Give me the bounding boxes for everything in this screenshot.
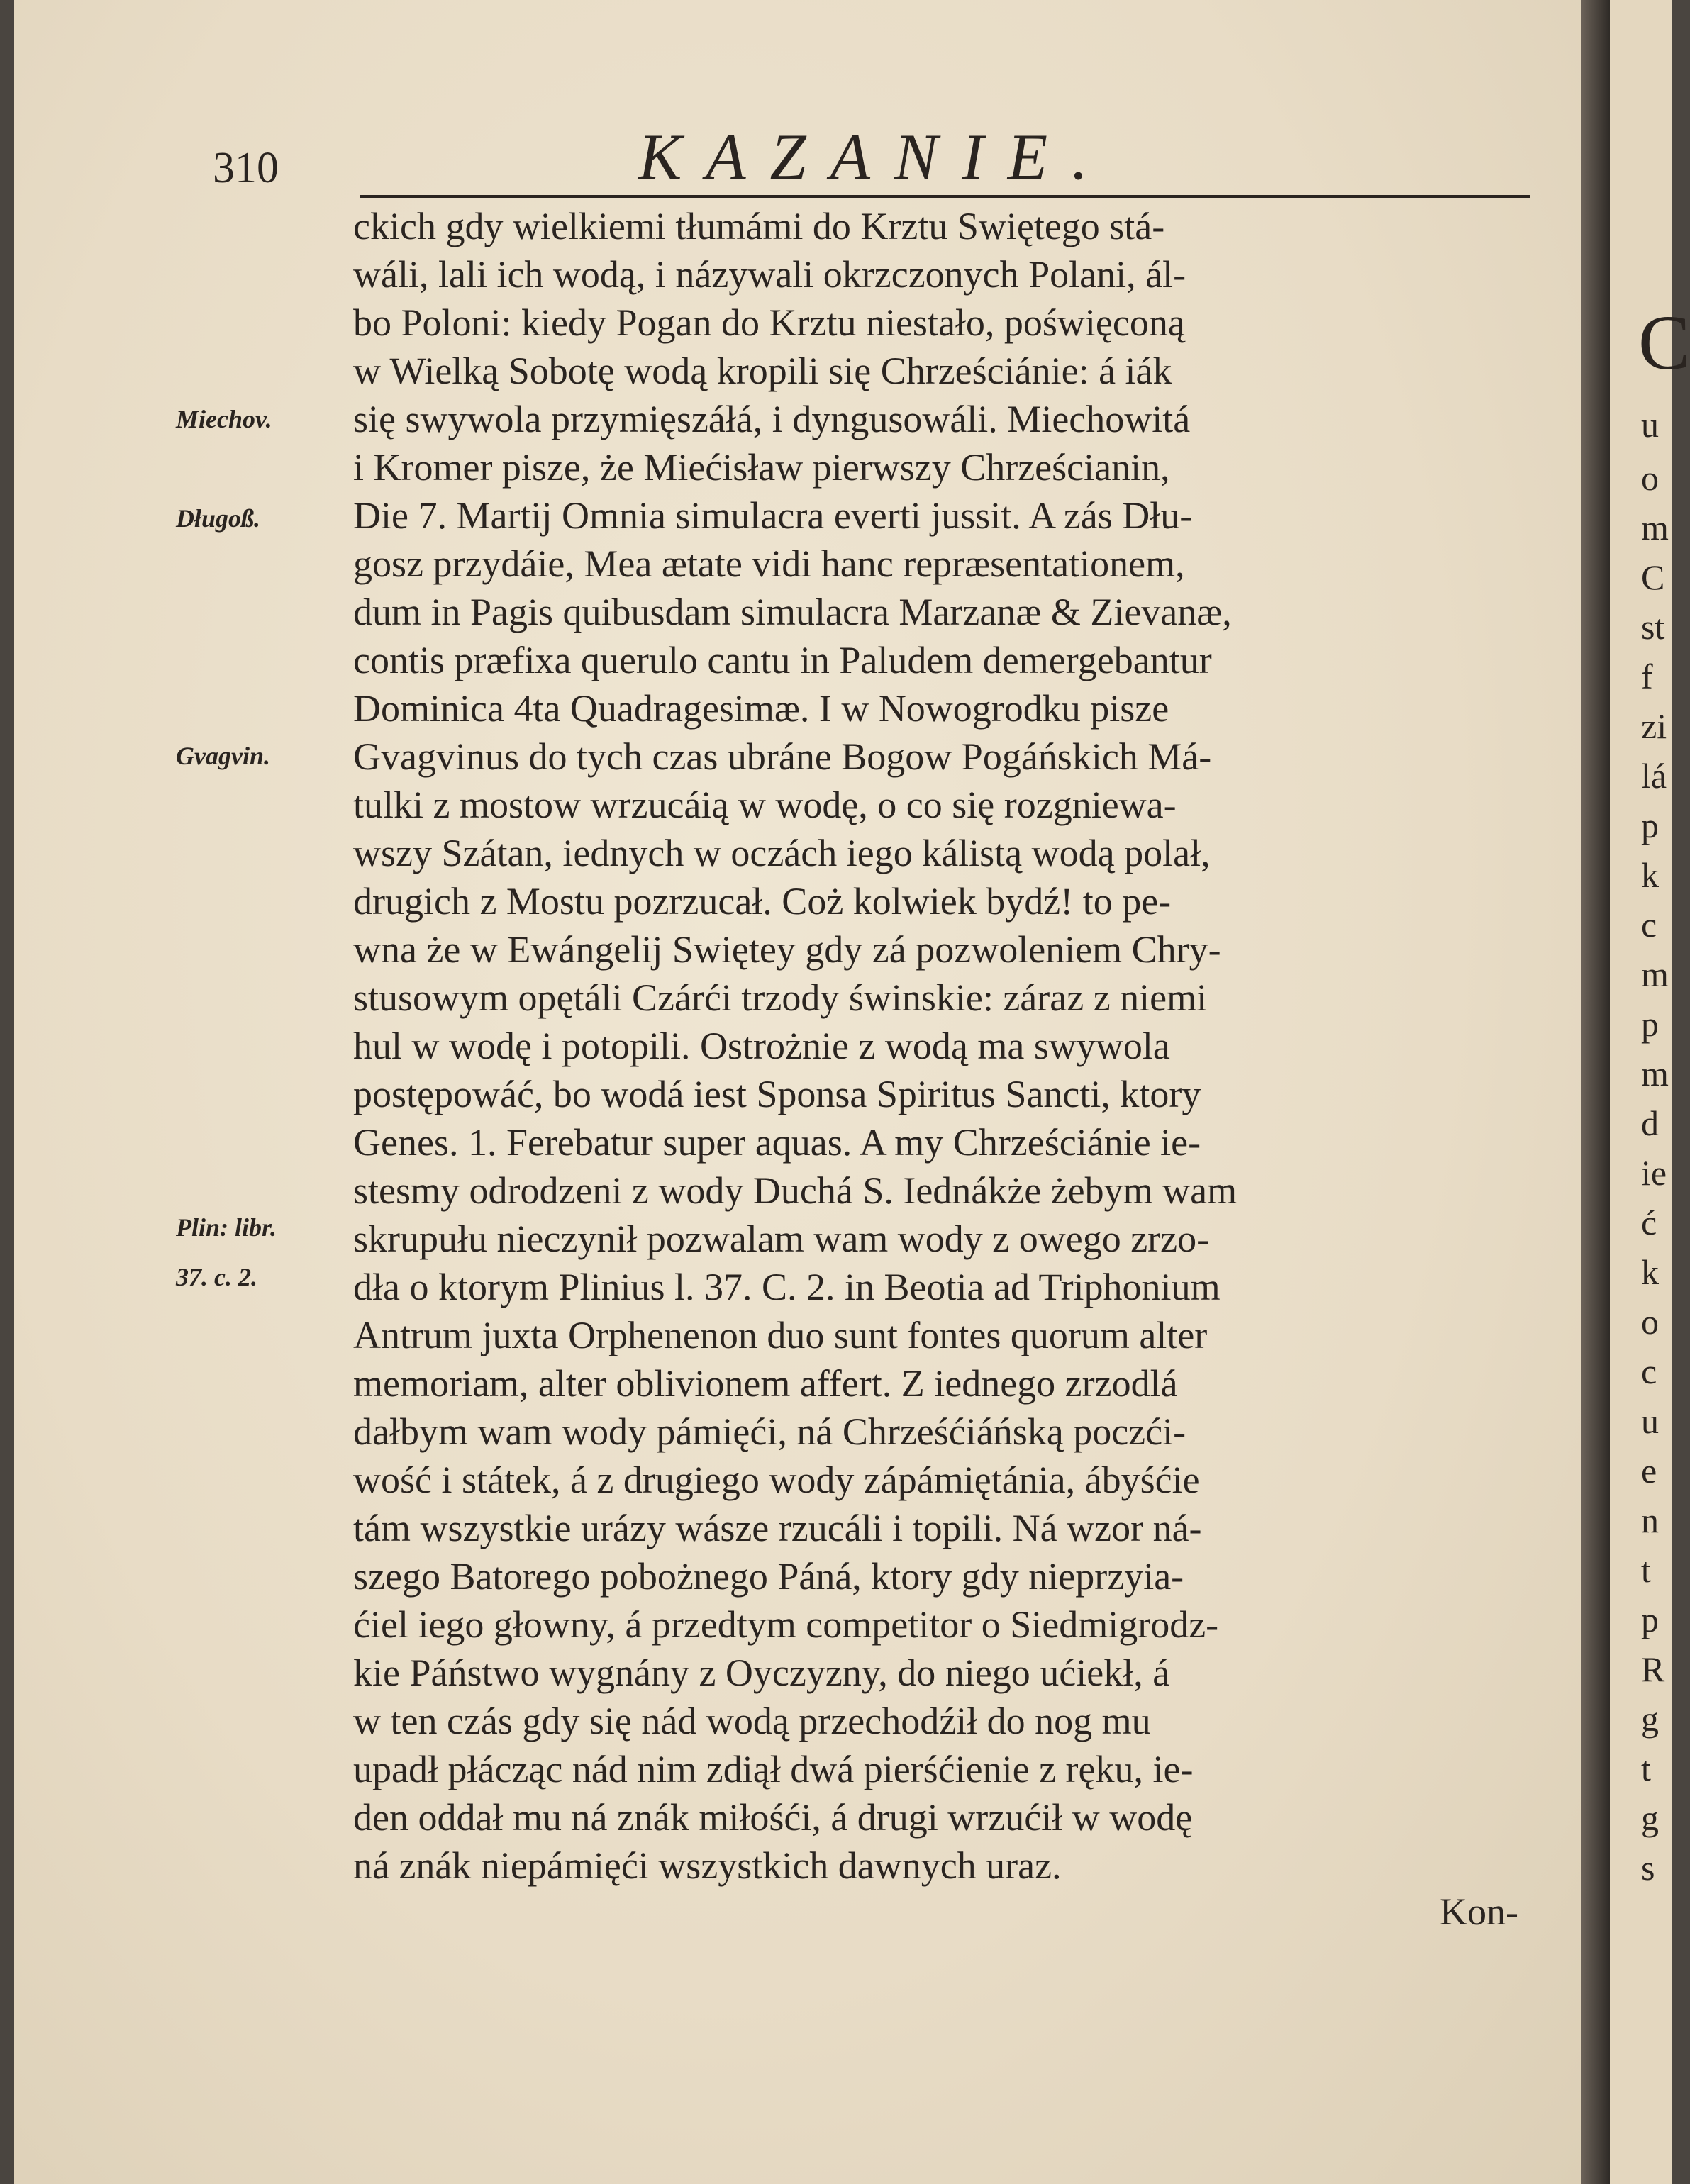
text-line: contis præfixa querulo cantu in Paludem demergebantur [353,639,1212,681]
next-page-char: t [1641,1749,1651,1788]
next-page-char: C [1641,557,1665,597]
text-line: stesmy odrodzeni z wody Duchá S. Iednákże żebym wam [353,1169,1238,1212]
text-line: się swywola przymięszáłá, i dyngusowáli. Miechowitá [353,398,1191,440]
next-page-char: zi [1641,706,1667,746]
next-page-char: m [1641,508,1669,547]
next-page-char: m [1641,954,1669,994]
text-line: w ten czás gdy się nád wodą przechodźił do nog mu [353,1700,1151,1742]
text-line: dum in Pagis quibusdam simulacra Marzanæ & Zievanæ, [353,591,1232,633]
body-text [353,202,1545,1890]
next-page-edge [1610,0,1690,2184]
text-line: tám wszystkie urázy wásze rzucáli i topili. Ná wzor ná- [353,1507,1202,1549]
text-line: drugich z Mostu pozrzucał. Coż kolwiek bydź! to pe- [353,880,1172,923]
text-line: wáli, lali ich wodą, i názywali okrzczonych Polani, ál- [353,253,1186,296]
text-line: szego Batorego pobożnego Páná, ktory gdy nieprzyia- [353,1555,1184,1598]
text-line: skrupułu nieczynił pozwalam wam wody z owego zrzo- [353,1218,1210,1260]
catchword: Kon- [1440,1890,1518,1933]
text-line: gosz przydáie, Mea ætate vidi hanc repræsentationem, [353,542,1185,585]
text-line: dałbym wam wody pámięći, ná Chrześćiáńską poczći- [353,1410,1186,1453]
next-page-char: ć [1641,1203,1657,1242]
next-page-char: e [1641,1451,1657,1491]
next-page-char: k [1641,1252,1659,1292]
next-page-char: ie [1641,1153,1667,1193]
text-line: hul w wodę i potopili. Ostrożnie z wodą ma swywola [353,1025,1170,1067]
next-page-char: g [1641,1699,1659,1739]
text-line: wość i státek, á z drugiego wody zápámiętánia, ábyśćie [353,1459,1200,1501]
next-page-char: R [1641,1649,1665,1689]
text-line: ćiel iego głowny, á przedtym competitor o Siedmigrodz- [353,1603,1219,1646]
text-line: ná znák niepámięći wszystkich dawnych uraz. [353,1844,1062,1887]
header-rule [360,195,1530,198]
next-page-char: f [1641,657,1653,696]
book-page [14,0,1581,2184]
text-line: upadł płácząc nád nim zdiął dwá pierśćienie z ręku, ie- [353,1748,1194,1790]
text-line: i Kromer pisze, że Miećisław pierwszy Chrześcianin, [353,446,1170,489]
text-line: den oddał mu ná znák miłośći, á drugi wrzućił w wodę [353,1796,1193,1839]
next-page-char: lá [1641,756,1667,796]
text-line: postępowáć, bo wodá iest Sponsa Spiritus Sancti, ktory [353,1073,1201,1115]
next-page-char: u [1641,1401,1659,1441]
next-page-char: s [1641,1848,1655,1888]
text-line: wszy Szátan, iednych w oczách iego kálistą wodą polał, [353,832,1211,874]
text-line: stusowym opętáli Czárći trzody świnskie: záraz z niemi [353,976,1208,1019]
margin-note: 37. c. 2. [176,1263,257,1291]
margin-note: Miechov. [176,405,272,433]
next-page-char: c [1641,905,1657,945]
text-line: Genes. 1. Ferebatur super aquas. A my Chrześciánie ie- [353,1121,1201,1164]
next-page-char: g [1641,1798,1659,1838]
book-gutter [1581,0,1610,2184]
text-line: Dominica 4ta Quadragesimæ. I w Nowogrodku pisze [353,687,1169,730]
page-number: 310 [213,144,279,192]
next-page-char: st [1641,607,1665,647]
next-page-char: t [1641,1550,1651,1590]
margin-note: Plin: libr. [176,1213,277,1242]
next-page-char: u [1641,405,1659,445]
next-page-char: p [1641,1004,1659,1044]
next-page-char: k [1641,855,1659,895]
next-page-char: n [1641,1500,1659,1540]
text-line: wna że w Ewángelij Swiętey gdy zá pozwoleniem Chry- [353,928,1221,971]
next-page-char: p [1641,1600,1659,1639]
next-page-char: d [1641,1103,1659,1143]
running-head: KAZANIE. [638,121,1113,193]
next-page-char: o [1641,458,1659,498]
margin-note: Gvagvin. [176,742,270,770]
next-page-char: o [1641,1302,1659,1342]
text-line: Die 7. Martij Omnia simulacra everti jussit. A zás Dłu- [353,494,1193,537]
margin-note: Długoß. [176,504,261,533]
text-line: Gvagvinus do tych czas ubráne Bogow Pogáńskich Má- [353,735,1212,778]
text-line: dła o ktorym Plinius l. 37. C. 2. in Beotia ad Triphonium [353,1266,1221,1308]
text-line: ckich gdy wielkiemi tłumámi do Krztu Swiętego stá- [353,205,1165,247]
text-line: Antrum juxta Orphenenon duo sunt fontes quorum alter [353,1314,1208,1356]
text-line: kie Páństwo wygnány z Oyczyzny, do niego ućiekł, á [353,1651,1170,1694]
text-line: memoriam, alter oblivionem affert. Z iednego zrzodlá [353,1362,1178,1405]
text-line: tulki z mostow wrzucáią w wodę, o co się rozgniewa- [353,784,1177,826]
next-page-char: C [1638,299,1690,386]
next-page-char: p [1641,806,1659,845]
next-page-char: c [1641,1352,1657,1391]
next-page-char: m [1641,1054,1669,1093]
text-line: bo Poloni: kiedy Pogan do Krztu niestało, poświęconą [353,301,1185,344]
text-line: w Wielką Sobotę wodą kropili się Chrześciánie: á iák [353,350,1172,392]
